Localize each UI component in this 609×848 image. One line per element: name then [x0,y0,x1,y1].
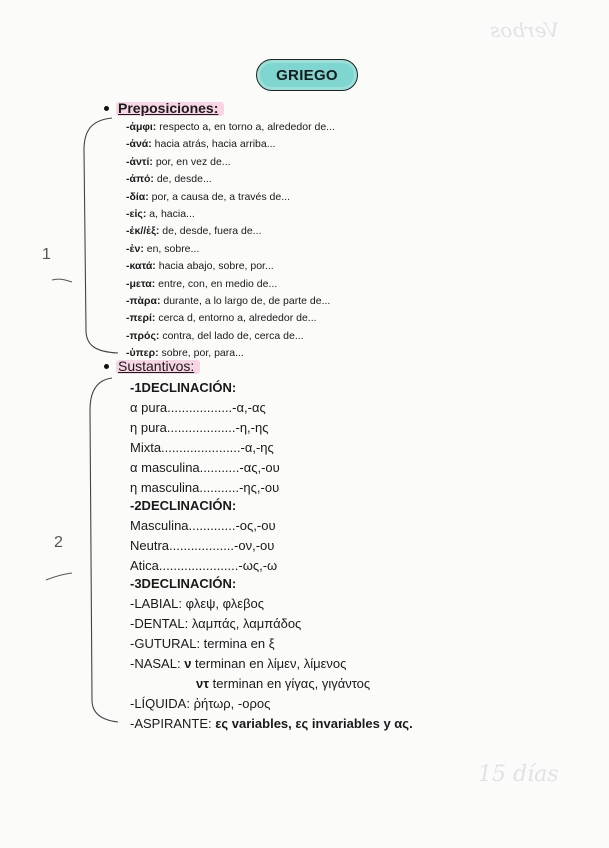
preposicion-meaning: por, en vez de... [152,155,231,168]
margin-mark-2: 2 [54,534,63,551]
preposicion-meaning: de, desde... [153,173,212,186]
decl3-nasal-nt: ντ terminan en γίγας, γιγάντος [196,676,371,691]
preposicion-meaning: contra, del lado de, cerca de... [159,329,304,342]
decl1-row: α pura..................-α,-ας [130,400,266,415]
decl3-liquida: -LÍQUIDA: ῥήτωρ, -ορος [130,696,271,711]
decl3-gutural: -GUTURAL: termina en ξ [130,636,275,651]
ghost-verbos: Verbos [490,18,560,42]
preposicion-term: -ὑπερ: [126,347,159,360]
preposicion-meaning: respecto a, en torno a, alrededor de... [156,121,335,133]
preposicion-item [126,275,277,293]
decl1-heading: -1DECLINACIÓN: [130,380,237,395]
preposicion-meaning: de, desde, fuera de... [159,225,262,238]
section-title: Sustantivos: [118,358,194,374]
preposicion-meaning: cerca d, entorno a, alrededor de... [155,312,317,325]
decl3-dental: -DENTAL: λαμπάς, λαμπάδος [130,616,302,631]
preposicion-term: -περί: [126,312,156,325]
preposicion-meaning: durante, a lo largo de, de parte de... [160,295,331,307]
decl3-heading: -3DECLINACIÓN: [130,576,237,591]
preposicion-meaning: a, hacia... [146,208,195,220]
margin-mark-1: 1 [42,246,51,263]
preposicion-item [126,292,330,310]
preposicion-meaning: entre, con, en medio de... [155,277,278,290]
decl2-heading: -2DECLINACIÓN: [130,498,237,513]
preposicion-meaning: por, a causa de, a través de... [148,190,290,203]
preposicion-term: -ἀπό: [126,173,154,186]
preposicion-term: -μετα: [126,277,156,290]
preposicion-item [126,170,212,188]
preposicion-item [126,135,275,153]
preposicion-meaning: hacia atrás, hacia arriba... [151,138,276,151]
preposicion-meaning: sobre, por, para... [158,347,244,360]
preposicion-term: -ἐν: [126,242,144,255]
section-preposiciones [104,100,218,116]
preposicion-term: -κατά: [126,260,156,273]
ghost-15-dias: 15 días [478,762,559,787]
bullet-icon [104,106,109,111]
decl2-row: Neutra..................-ον,-ου [130,538,275,553]
decl1-row: η pura...................-η,-ης [130,420,269,435]
preposicion-term: -ἀντί: [126,155,153,168]
decl3-aspirante: -ASPIRANTE: ες variables, ες invariables y ας. [130,716,413,731]
preposicion-item [126,205,195,223]
decl1-row: α masculina...........-ας,-ου [130,460,280,475]
decl2-row: Masculina.............-ος,-ου [130,518,276,533]
section-sustantivos [104,358,194,374]
decl2-row: Atica......................-ως,-ω [130,558,278,573]
preposicion-item [126,188,290,206]
preposicion-term: -ἐκ//ἐξ: [126,225,160,238]
preposicion-meaning: hacia abajo, sobre, por... [155,260,274,273]
decl3-labial: -LABIAL: φλεψ, φλεβος [130,596,265,611]
preposicion-item [126,240,199,258]
preposicion-item [126,327,304,345]
preposicion-item [126,153,231,171]
preposicion-term: -εἰς: [126,208,147,220]
bullet-icon [104,364,109,369]
preposicion-term: -πρός: [126,329,160,342]
preposicion-meaning: en, sobre... [143,242,200,255]
section-title: Preposiciones: [118,100,218,116]
preposicion-item [126,118,335,136]
preposicion-term: -δία: [126,190,149,203]
preposicion-item [126,309,317,327]
decl3-nasal: -NASAL: ν terminan en λίμεν, λίμενος [130,656,347,671]
preposicion-item [126,222,261,240]
preposicion-item [126,257,274,275]
decl1-row: Mixta......................-α,-ης [130,440,274,455]
preposicion-term: -ἀνά: [126,138,152,151]
decl1-row: η masculina...........-ης,-ου [130,480,280,495]
page-title: GRIEGO [256,59,358,91]
preposicion-term: -πὰρα: [126,295,161,307]
preposicion-term: -ἀμφι: [126,121,157,133]
